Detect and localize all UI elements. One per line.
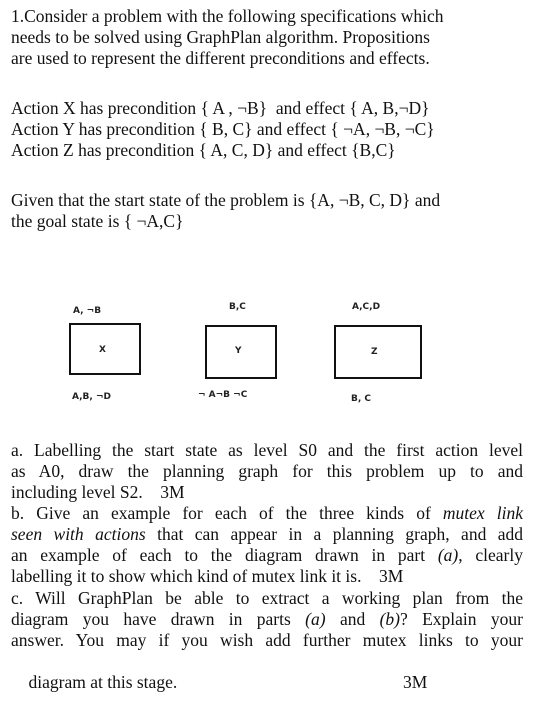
action-z-precondition-label: A,C,D bbox=[352, 302, 381, 312]
question-c-line-3: answer. You may if you wish add further mutex links to your bbox=[11, 630, 523, 650]
action-y-box bbox=[205, 325, 277, 379]
action-x-label: X bbox=[99, 345, 106, 355]
question-c-line-2: diagram you have drawn in parts (a) and (b)? Explain your bbox=[11, 609, 523, 629]
question-a-line-2: as A0, draw the planning graph for this problem up to and bbox=[11, 461, 523, 481]
question-c-line-1: c. Will GraphPlan be able to extract a working plan from the bbox=[11, 588, 523, 608]
given-paragraph bbox=[11, 190, 523, 232]
intro-line-1: 1.Consider a problem with the following specifications which bbox=[11, 6, 444, 26]
question-a-line-3: including level S2. 3M bbox=[11, 482, 185, 502]
given-line-1: Given that the start state of the problem is {A, ¬B, C, D} and bbox=[11, 190, 441, 210]
question-b-line-1: b. Give an example for each of the three kinds of mutex link bbox=[11, 503, 523, 523]
intro-line-2: needs to be solved using GraphPlan algorithm. Propositions bbox=[11, 27, 430, 47]
action-z-box bbox=[334, 325, 422, 379]
action-y-label: Y bbox=[235, 346, 242, 356]
action-x-effect-label: A,B, ¬D bbox=[72, 392, 111, 402]
question-b-line-2: seen with actions that can appear in a planning graph, and add bbox=[11, 524, 524, 544]
question-c bbox=[11, 588, 523, 714]
question-a bbox=[11, 440, 523, 503]
question-c-marks: 3M bbox=[403, 672, 428, 692]
action-x-box bbox=[69, 323, 141, 375]
intro-paragraph bbox=[11, 6, 523, 69]
action-z-line: Action Z has precondition { A, C, D} and effect {B,C} bbox=[11, 140, 396, 160]
question-c-line-4: diagram at this stage. 3M bbox=[28, 672, 428, 692]
actions-list bbox=[11, 98, 523, 161]
action-x-line: Action X has precondition { A , ¬B} and effect { A, B,¬D} bbox=[11, 98, 430, 118]
question-b-line-3: an example of each to the diagram drawn in part (a), clearly bbox=[11, 545, 523, 565]
question-b bbox=[11, 503, 523, 587]
intro-line-3: are used to represent the different preconditions and effects. bbox=[11, 48, 430, 68]
action-z-label: Z bbox=[371, 347, 378, 357]
action-z-effect-label: B, C bbox=[351, 394, 372, 404]
action-y-precondition-label: B,C bbox=[229, 302, 246, 312]
question-b-line-4: labelling it to show which kind of mutex link it is. 3M bbox=[11, 566, 404, 586]
action-y-line: Action Y has precondition { B, C} and effect { ¬A, ¬B, ¬C} bbox=[11, 119, 435, 139]
action-x-precondition-label: A, ¬B bbox=[73, 306, 102, 316]
given-line-2: the goal state is { ¬A,C} bbox=[11, 211, 184, 231]
question-a-line-1: a. Labelling the start state as level S0 and the first action level bbox=[11, 440, 523, 460]
action-y-effect-label: ¬ A¬B ¬C bbox=[198, 390, 248, 400]
